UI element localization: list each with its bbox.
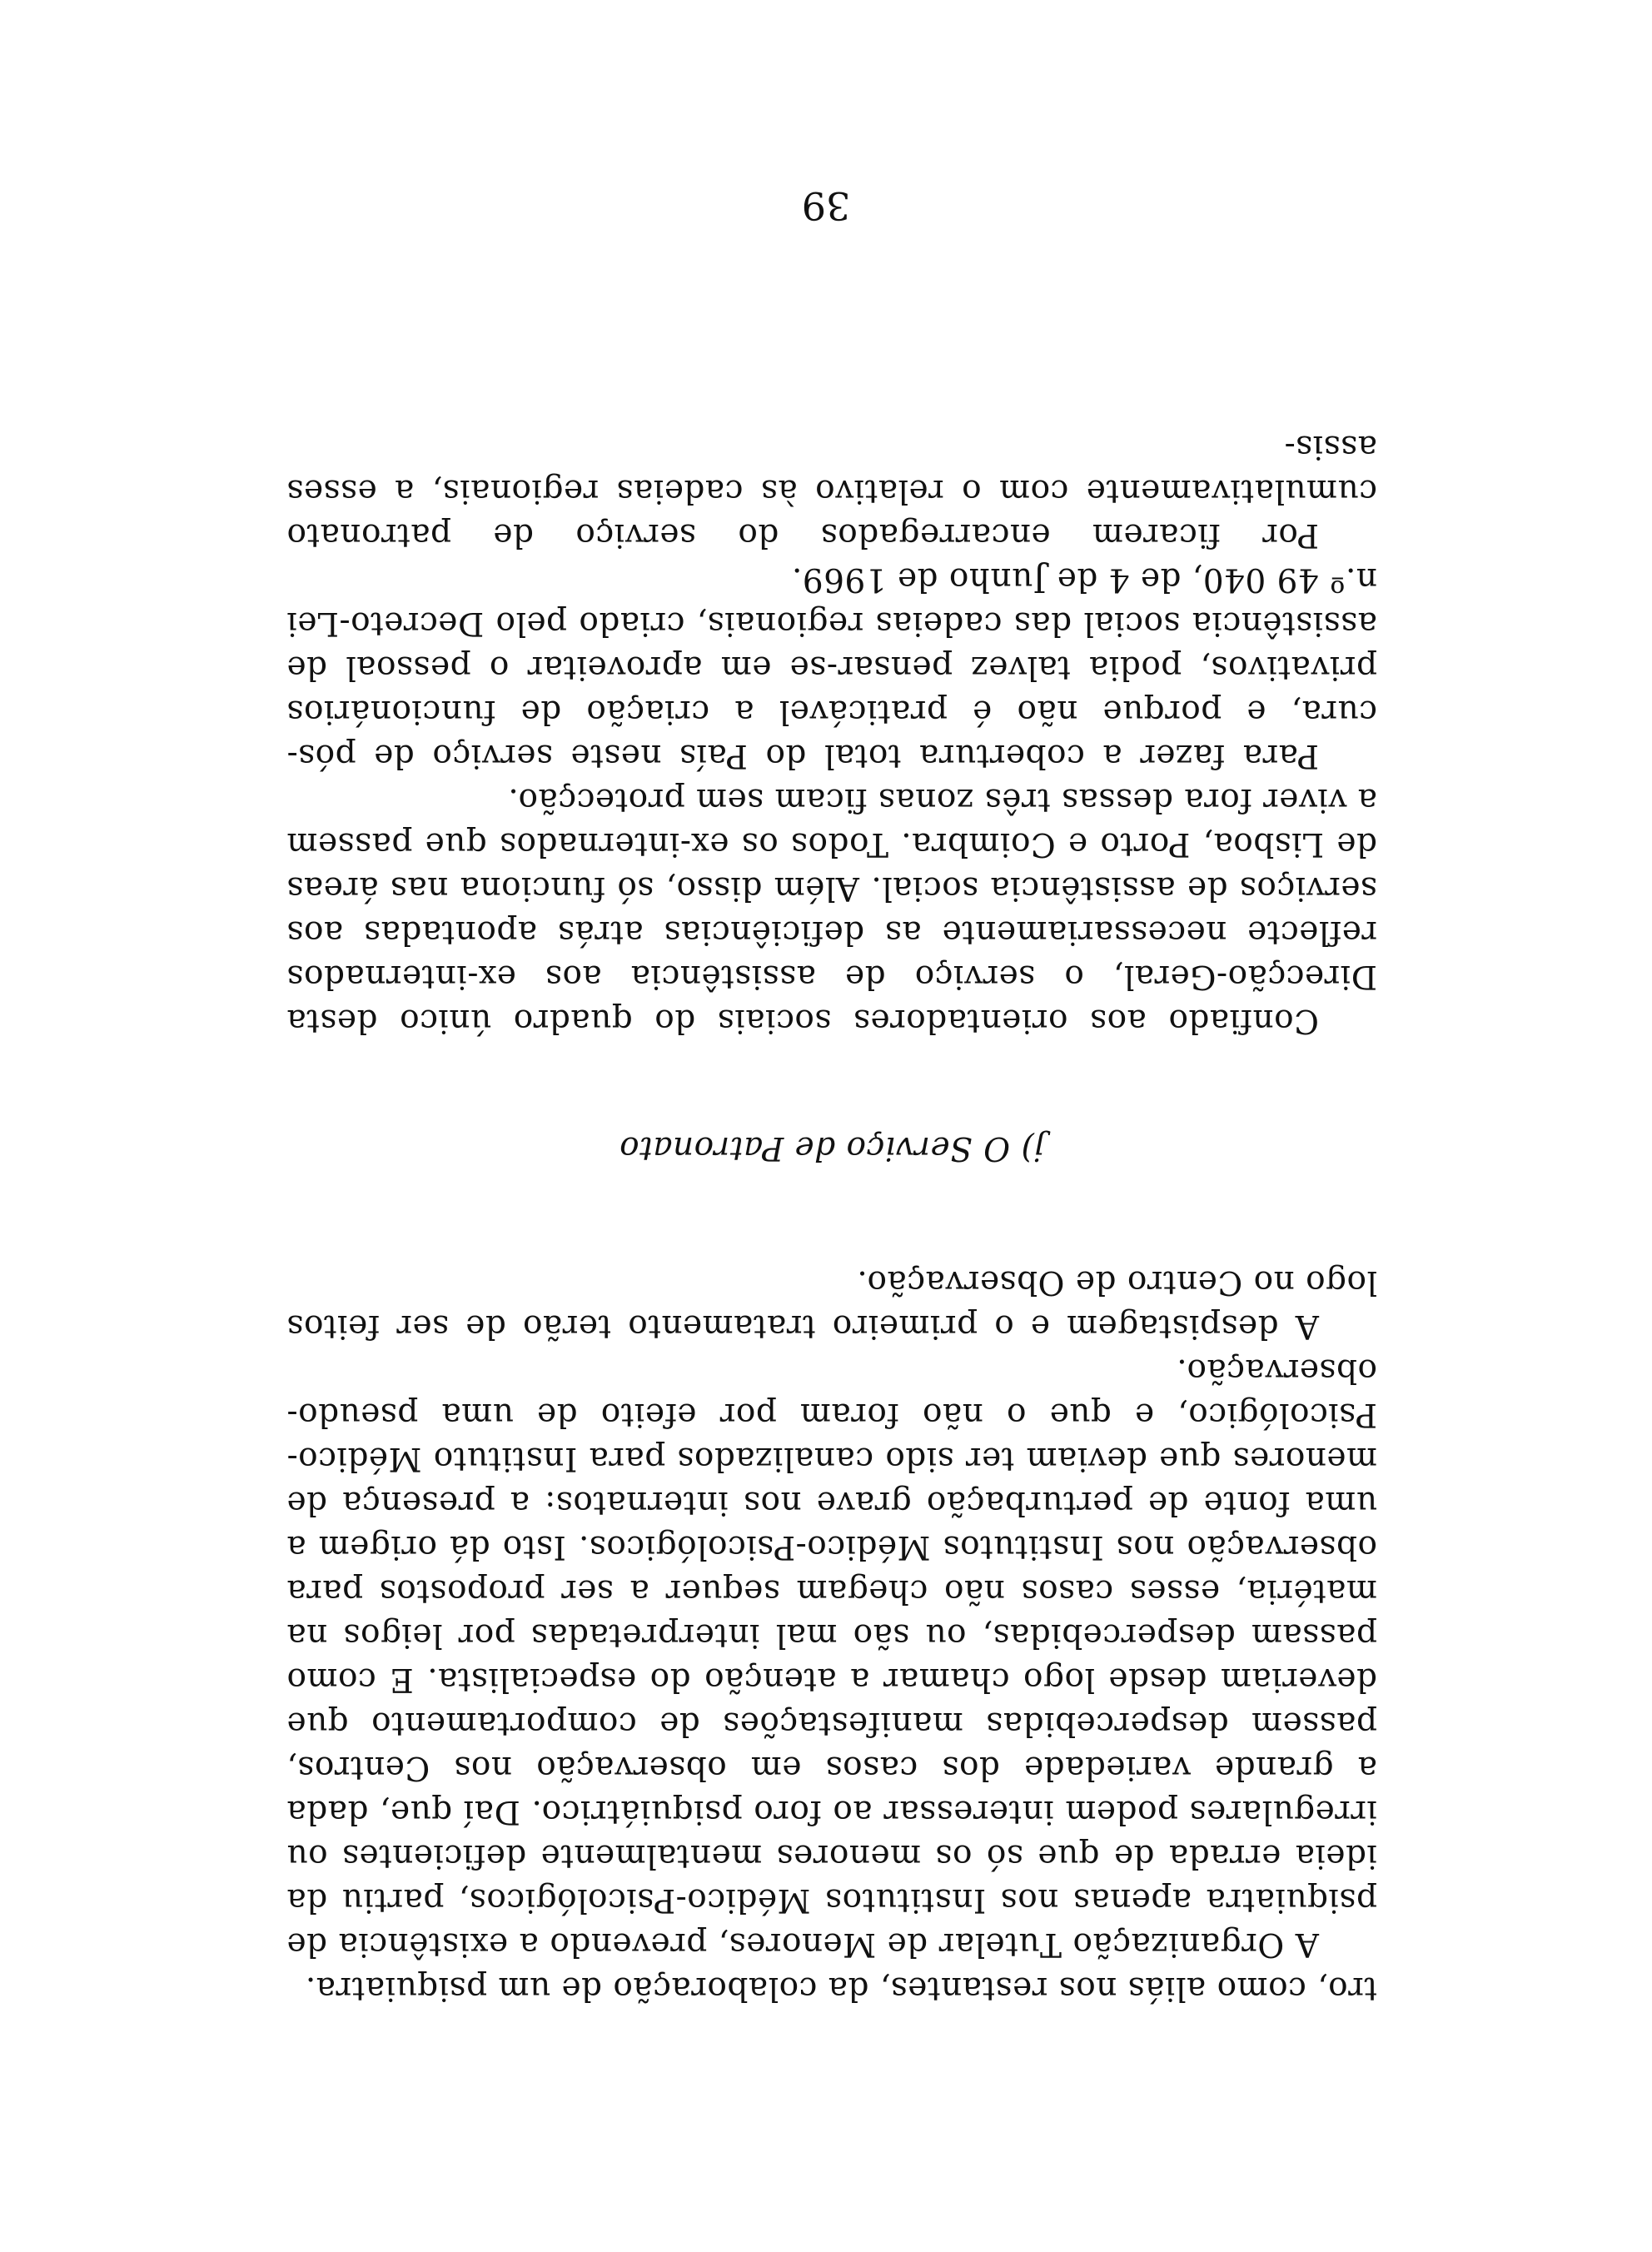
paragraph-organizacao-tutelar: A Organização Tutelar de Menores, prevendo a existência de psiquiatra apenas nos Institutos Médico-Psicológicos, partiu da ideia errada de que só os menores mentalmente deficientes ou irregulares podem interessar ao foro psiquiátrico. Daí que, dada a grande variedade dos casos em observação nos Centros, passem despercebidas manifestações de comportamento que deveriam desde logo chamar a atenção do especialista. E como passam despercebidas, ou são mal interpretadas por leigos na matéria, esses casos não chegam sequer a ser propostos para observação nos Institutos Médico-Psicológicos. Isto dá origem a uma fonte de perturbação grave nos internatos: a presença de menores que deviam ter sido canalizados para Instituto Médico-Psicológico, e que o não foram por efeito de uma pseudo-observação. [286,1352,1377,1963]
paragraph-patronato: Por ficarem encarregados do serviço de patronato cumulativamente com o relativo às cadeias regionais, a esses assis- [286,428,1377,554]
section-heading: j) O Serviço de Patronato [619,1129,1045,1167]
body-text [286,425,1377,2010]
paragraph-cobertura: Para fazer a cobertura total do País neste serviço de pós-cura, e porque não é praticável a criação de funcionários privativos, podia talvez pensar-se em aproveitar o pessoal de assistência social das cadeias regionais, criado pelo Decreto-Lei n.º 49 040, de 4 de Junho de 1969. [286,561,1377,775]
paragraph-confiado: Confiado aos orientadores sociais do quadro único desta Direcção-Geral, o serviço de assistência aos ex-internados reflecte necessariamente as deficiências atrás apontadas aos serviços de assistência social. Além disso, só funciona nas áreas de Lisboa, Porto e Coimbra. Todos os ex-internados que passem a viver fora dessas três zonas ficam sem protecção. [286,781,1377,1039]
paragraph-continuation: tro, como aliás nos restantes, da colaboração de um psiquiatra. [305,1970,1377,2007]
paragraph-despistagem: A despistagem e o primeiro tratamento terão de ser feitos logo no Centro de Observação. [286,1263,1377,1345]
page-number: 39 [801,183,851,228]
